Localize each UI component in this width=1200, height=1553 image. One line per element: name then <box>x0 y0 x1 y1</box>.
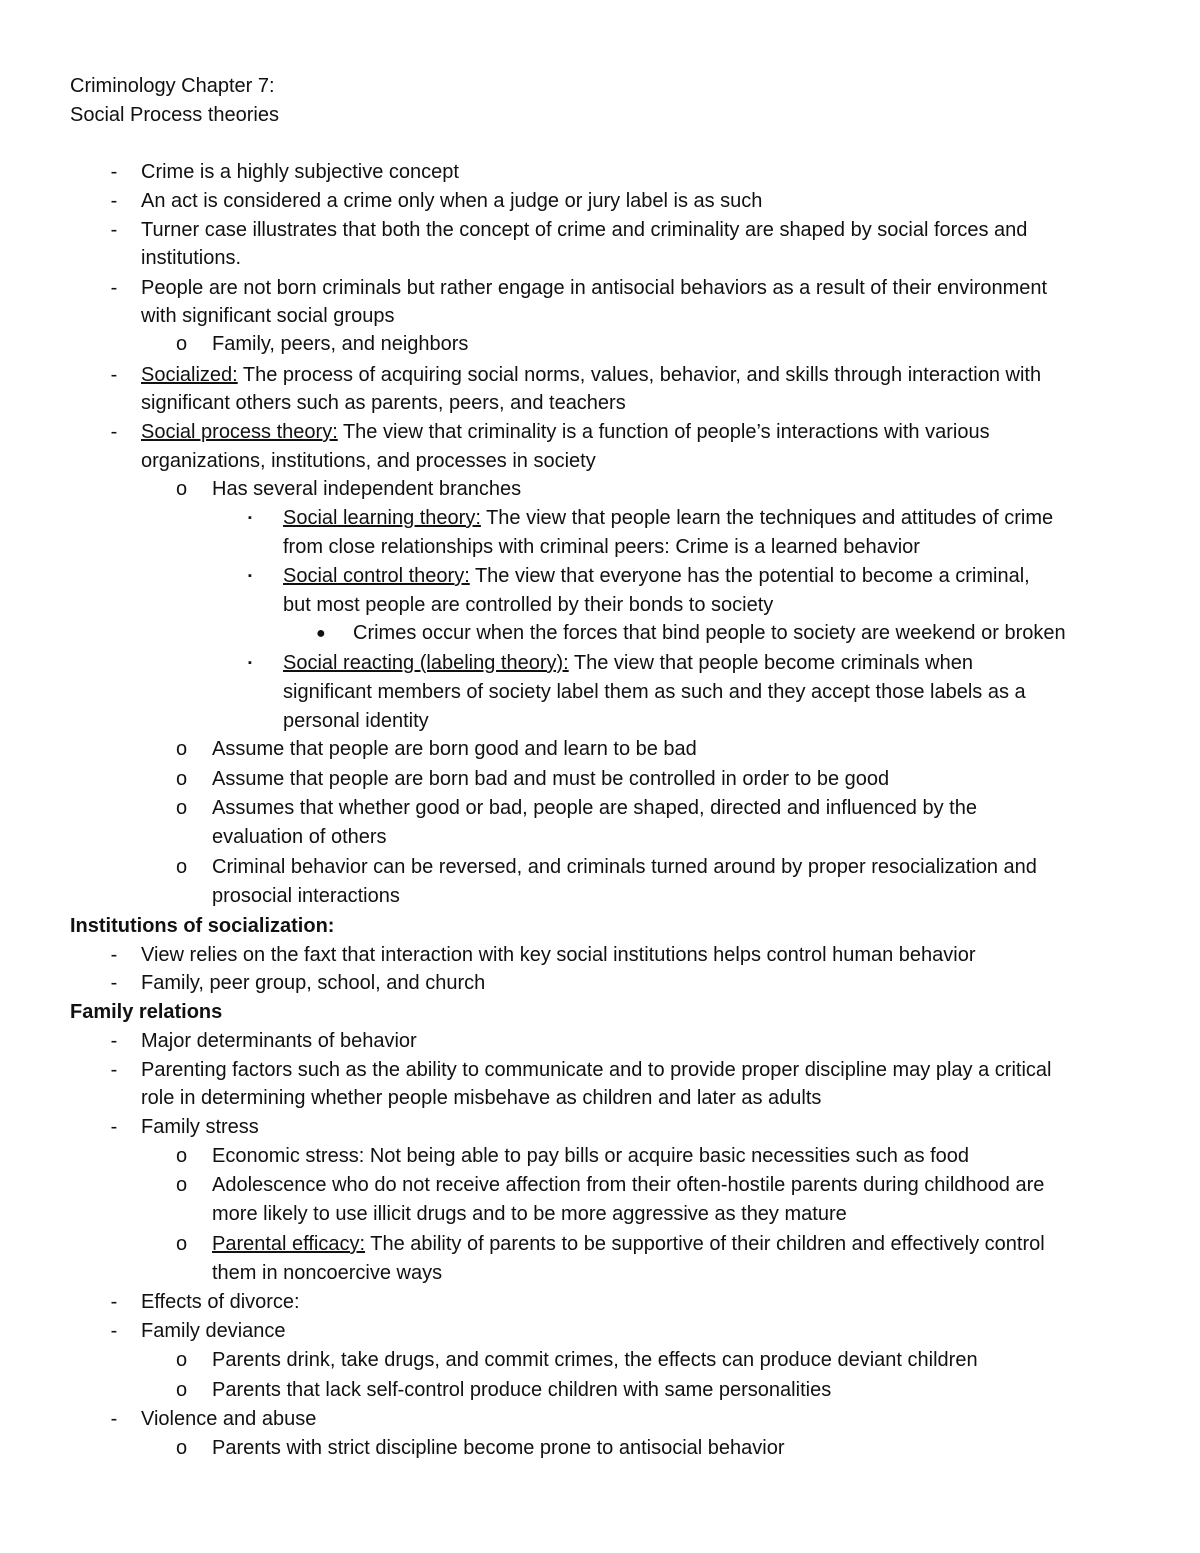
bullet-dash: - <box>110 364 118 386</box>
doc-subtitle: Social Process theories <box>70 104 279 126</box>
term-parental-efficacy: Parental efficacy: <box>212 1233 366 1255</box>
bullet-circle: o <box>176 1233 188 1255</box>
bullet-circle: o <box>176 1174 188 1196</box>
sub-item-cont: prosocial interactions <box>212 885 400 907</box>
sub-item: Parents that lack self-control produce children with same personalities <box>212 1379 832 1401</box>
sub-item: Assume that people are born bad and must be controlled in order to be good <box>212 768 890 790</box>
sub-item: Adolescence who do not receive affection from their often-hostile parents during childhood are <box>212 1174 1045 1196</box>
bullet-dash: - <box>110 1320 118 1342</box>
term-social-learning-theory: Social learning theory: <box>283 507 481 529</box>
bullet-square: ▪ <box>248 512 252 524</box>
bullet-dash: - <box>110 421 118 443</box>
section-heading-family: Family relations <box>70 1001 223 1023</box>
list-item: Effects of divorce: <box>141 1291 300 1313</box>
list-item <box>141 418 990 447</box>
bullet-dash: - <box>110 161 118 183</box>
bullet-circle: o <box>176 1349 188 1371</box>
term-social-control-theory: Social control theory: <box>283 565 470 587</box>
level4-item: Crimes occur when the forces that bind people to society are weekend or broken <box>353 622 1066 644</box>
bullet-dot: ● <box>316 625 326 642</box>
term-socialized: Socialized: <box>141 364 238 386</box>
bullet-dash: - <box>110 219 118 241</box>
bullet-circle: o <box>176 333 188 355</box>
bullet-dash: - <box>110 944 118 966</box>
section-heading-institutions: Institutions of socialization: <box>70 915 335 937</box>
list-item: Turner case illustrates that both the concept of crime and criminality are shaped by social forces and <box>141 219 1028 241</box>
sub-sub-item <box>283 649 973 678</box>
bullet-dash: - <box>110 1116 118 1138</box>
list-item: Family, peer group, school, and church <box>141 972 486 994</box>
list-item-cont: institutions. <box>141 247 242 269</box>
definition-text: The view that people learn the techniques and attitudes of crime <box>480 507 1054 529</box>
bullet-square: ▪ <box>248 657 252 669</box>
bullet-dash: - <box>110 1030 118 1052</box>
term-social-process-theory: Social process theory: <box>141 421 338 443</box>
sub-item: Has several independent branches <box>212 478 522 500</box>
bullet-circle: o <box>176 1437 188 1459</box>
list-item-cont: role in determining whether people misbehave as children and later as adults <box>141 1087 822 1109</box>
sub-sub-item-cont: but most people are controlled by their bonds to society <box>283 594 774 616</box>
list-item-cont: organizations, institutions, and processes in society <box>141 450 596 472</box>
sub-sub-item-cont: significant members of society label them as such and they accept those labels as a <box>283 681 1026 703</box>
sub-item-cont: them in noncoercive ways <box>212 1262 443 1284</box>
term-social-reacting: Social reacting (labeling theory): <box>283 652 569 674</box>
list-item-cont: with significant social groups <box>141 305 395 327</box>
definition-text: The ability of parents to be supportive of their children and effectively control <box>365 1233 1045 1255</box>
sub-item <box>212 1230 1045 1259</box>
bullet-circle: o <box>176 768 188 790</box>
bullet-dash: - <box>110 277 118 299</box>
bullet-circle: o <box>176 856 188 878</box>
definition-text: The process of acquiring social norms, values, behavior, and skills through interaction with <box>237 364 1042 386</box>
bullet-circle: o <box>176 1379 188 1401</box>
sub-item: Assumes that whether good or bad, people are shaped, directed and influenced by the <box>212 797 977 819</box>
bullet-dash: - <box>110 1059 118 1081</box>
sub-item: Economic stress: Not being able to pay bills or acquire basic necessities such as food <box>212 1145 970 1167</box>
list-item: View relies on the faxt that interaction with key social institutions helps control human behavior <box>141 944 976 966</box>
bullet-square: ▪ <box>248 570 252 582</box>
list-item: Violence and abuse <box>141 1408 317 1430</box>
sub-item: Parents drink, take drugs, and commit crimes, the effects can produce deviant children <box>212 1349 978 1371</box>
list-item: Parenting factors such as the ability to communicate and to provide proper discipline may play a critical <box>141 1059 1052 1081</box>
sub-sub-item-cont: personal identity <box>283 710 429 732</box>
title-block <box>70 72 279 130</box>
bullet-dash: - <box>110 1408 118 1430</box>
bullet-circle: o <box>176 478 188 500</box>
sub-sub-item <box>283 504 1053 533</box>
list-item <box>141 361 1041 390</box>
list-item: People are not born criminals but rather engage in antisocial behaviors as a result of their environment <box>141 277 1048 299</box>
list-item: Major determinants of behavior <box>141 1030 417 1052</box>
bullet-circle: o <box>176 1145 188 1167</box>
definition-text: The view that people become criminals when <box>568 652 973 674</box>
list-item: An act is considered a crime only when a judge or jury label is as such <box>141 190 763 212</box>
bullet-dash: - <box>110 190 118 212</box>
list-item-cont: significant others such as parents, peers, and teachers <box>141 392 626 414</box>
sub-item: Assume that people are born good and learn to be bad <box>212 738 697 760</box>
doc-title: Criminology Chapter 7: <box>70 75 275 97</box>
sub-item: Family, peers, and neighbors <box>212 333 469 355</box>
sub-item-cont: more likely to use illicit drugs and to be more aggressive as they mature <box>212 1203 847 1225</box>
definition-text: The view that criminality is a function of people’s interactions with various <box>337 421 990 443</box>
list-item: Family deviance <box>141 1320 286 1342</box>
bullet-dash: - <box>110 972 118 994</box>
sub-item-cont: evaluation of others <box>212 826 387 848</box>
sub-item: Parents with strict discipline become prone to antisocial behavior <box>212 1437 785 1459</box>
bullet-circle: o <box>176 738 188 760</box>
list-item: Family stress <box>141 1116 259 1138</box>
sub-sub-item-cont: from close relationships with criminal peers: Crime is a learned behavior <box>283 536 920 558</box>
sub-sub-item <box>283 562 1030 591</box>
bullet-circle: o <box>176 797 188 819</box>
sub-item: Criminal behavior can be reversed, and criminals turned around by proper resocialization and <box>212 856 1037 878</box>
bullet-dash: - <box>110 1291 118 1313</box>
list-item: Crime is a highly subjective concept <box>141 161 459 183</box>
definition-text: The view that everyone has the potential to become a criminal, <box>469 565 1030 587</box>
